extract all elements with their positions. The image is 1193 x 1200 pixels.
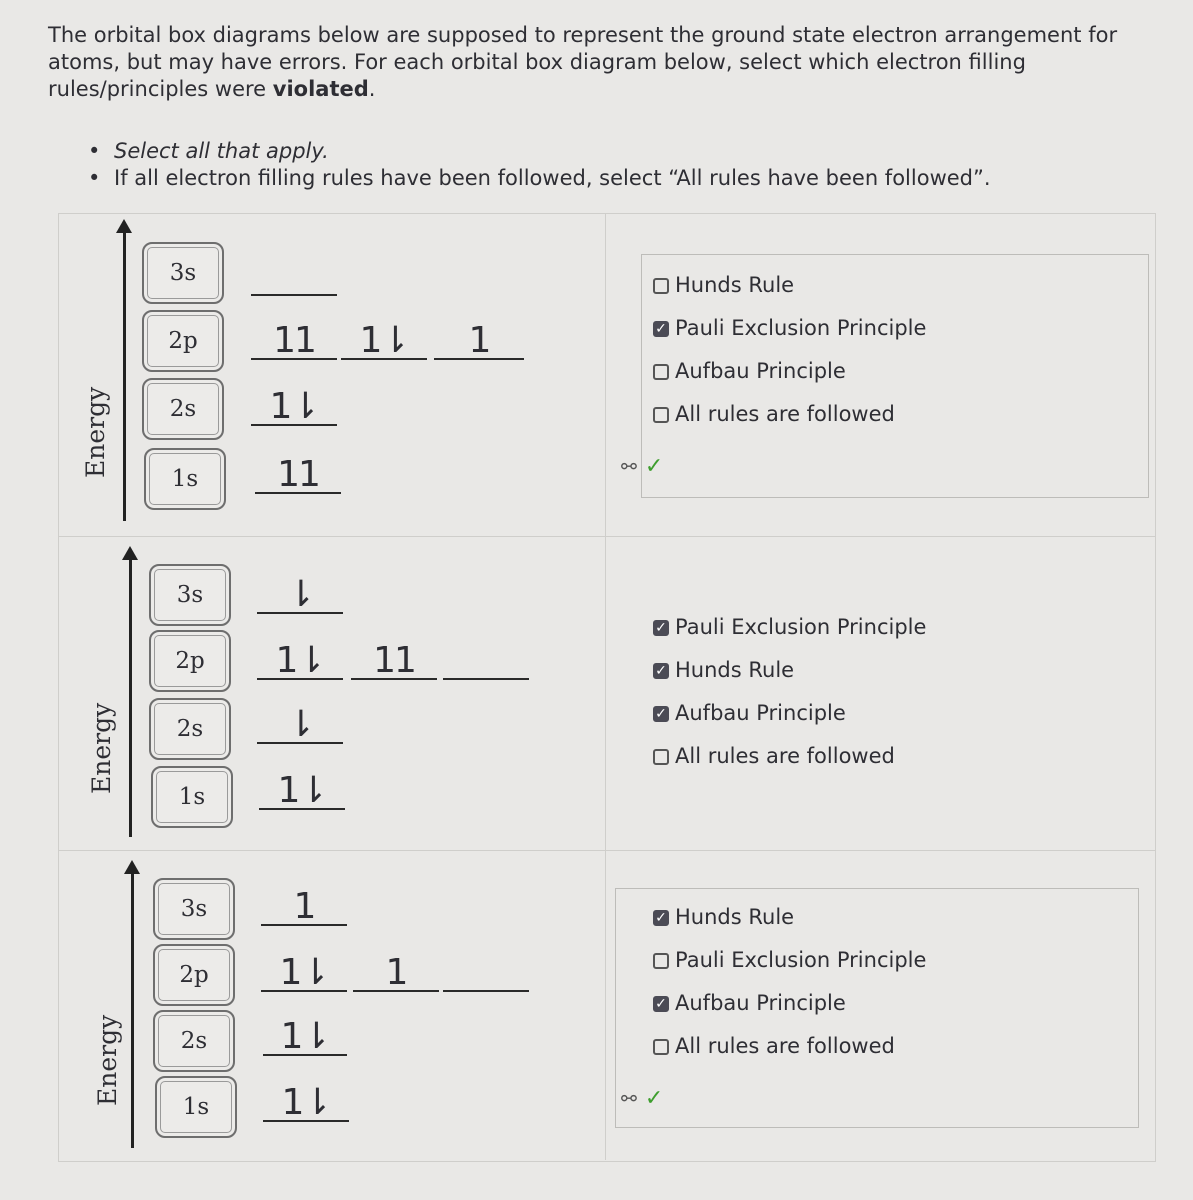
option-label: Pauli Exclusion Principle (675, 316, 927, 340)
energy-label: Energy (87, 702, 116, 794)
option-aufbau[interactable] (653, 692, 926, 735)
option-hunds-rule[interactable] (653, 264, 926, 307)
bullet-select-all: • Select all that apply. (88, 138, 991, 165)
option-label: Hunds Rule (675, 273, 795, 297)
rule-options-2 (653, 606, 926, 778)
diagram-row-1 (59, 214, 1155, 537)
subshell-2s: 2s (153, 1010, 235, 1072)
orbital-2p-3: 1 (434, 324, 524, 360)
subshell-2p: 2p (142, 310, 224, 372)
option-label: All rules are followed (675, 1034, 895, 1058)
checkbox-checked[interactable]: ✓ (653, 706, 669, 722)
link-icon[interactable]: ⚯ (621, 1087, 637, 1110)
orbital-3s: ⇂ (257, 578, 343, 614)
orbital-3s (251, 260, 337, 296)
rule-options-1 (653, 264, 926, 436)
energy-axis-arrow (131, 870, 134, 1148)
orbital-1s: 1⇂ (263, 1086, 349, 1122)
rule-options-3 (653, 896, 926, 1068)
orbital-3s: 1 (261, 890, 347, 926)
orbital-2p-1: 1⇂ (261, 956, 347, 992)
subshell-2s: 2s (142, 378, 224, 440)
subshell-2p: 2p (153, 944, 235, 1006)
subshell-1s: 1s (151, 766, 233, 828)
option-label: Pauli Exclusion Principle (675, 948, 927, 972)
orbital-1s: 11 (255, 458, 341, 494)
option-label: Aufbau Principle (675, 701, 846, 725)
subshell-2p: 2p (149, 630, 231, 692)
checkbox-checked[interactable]: ✓ (653, 663, 669, 679)
orbital-diagram-1 (59, 214, 606, 536)
orbital-2p-1: 1⇂ (257, 644, 343, 680)
orbital-2p-2: 1⇂ (341, 324, 427, 360)
energy-label: Energy (81, 386, 110, 478)
orbital-2p-1: 11 (251, 324, 337, 360)
correct-check-icon: ✓ (644, 454, 664, 479)
orbital-2p-2: 1 (353, 956, 439, 992)
question-grid (58, 213, 1156, 1162)
option-label: All rules are followed (675, 402, 895, 426)
option-hunds-rule[interactable] (653, 896, 926, 939)
checkbox-checked[interactable]: ✓ (653, 321, 669, 337)
checkbox[interactable] (653, 407, 669, 423)
orbital-2p-3 (443, 644, 529, 680)
checkbox-checked[interactable]: ✓ (653, 910, 669, 926)
orbital-2p-3 (443, 956, 529, 992)
energy-label: Energy (93, 1014, 122, 1106)
orbital-diagram-3 (59, 850, 606, 1160)
orbital-2s: 1⇂ (251, 390, 337, 426)
energy-axis-arrow (123, 229, 126, 521)
diagram-row-3 (59, 850, 1155, 1160)
orbital-2s: ⇂ (257, 708, 343, 744)
checkbox[interactable] (653, 749, 669, 765)
instructions-period: . (368, 77, 376, 101)
option-hunds-rule[interactable] (653, 649, 926, 692)
feedback-3 (621, 1086, 663, 1111)
orbital-2s: 1⇂ (263, 1020, 347, 1056)
subshell-3s: 3s (153, 878, 235, 940)
option-label: Pauli Exclusion Principle (675, 615, 927, 639)
option-aufbau[interactable] (653, 350, 926, 393)
instructions-emphasis: violated (272, 77, 369, 101)
option-label: Hunds Rule (675, 905, 795, 929)
subshell-3s: 3s (142, 242, 224, 304)
option-label: All rules are followed (675, 744, 895, 768)
energy-axis-arrow (129, 556, 132, 837)
correct-check-icon: ✓ (644, 1086, 664, 1111)
diagram-row-2 (59, 536, 1155, 851)
checkbox[interactable] (653, 1039, 669, 1055)
checkbox[interactable] (653, 953, 669, 969)
bullet-all-rules: • If all electron filling rules have been followed, select “All rules have been followed”. (88, 165, 991, 192)
option-all-rules-followed[interactable] (653, 393, 926, 436)
option-label: Aufbau Principle (675, 991, 846, 1015)
checkbox-checked[interactable]: ✓ (653, 996, 669, 1012)
option-pauli-exclusion[interactable] (653, 606, 926, 649)
question-instructions (48, 22, 1128, 103)
instruction-bullets (88, 138, 991, 192)
option-pauli-exclusion[interactable] (653, 307, 926, 350)
orbital-1s: 1⇂ (259, 774, 345, 810)
subshell-1s: 1s (155, 1076, 237, 1138)
orbital-diagram-2 (59, 536, 606, 850)
option-label: Hunds Rule (675, 658, 795, 682)
checkbox[interactable] (653, 278, 669, 294)
instructions-text: The orbital box diagrams below are supposed to represent the ground state electron arrangement for atoms, but may have errors. For each orbital box diagram below, select which electron filling rules/principles were (48, 23, 1118, 101)
option-all-rules-followed[interactable] (653, 735, 926, 778)
orbital-2p-2: 11 (351, 644, 437, 680)
subshell-3s: 3s (149, 564, 231, 626)
subshell-2s: 2s (149, 698, 231, 760)
option-pauli-exclusion[interactable] (653, 939, 926, 982)
feedback-1 (621, 454, 663, 479)
checkbox[interactable] (653, 364, 669, 380)
option-all-rules-followed[interactable] (653, 1025, 926, 1068)
option-aufbau[interactable] (653, 982, 926, 1025)
subshell-1s: 1s (144, 448, 226, 510)
checkbox-checked[interactable]: ✓ (653, 620, 669, 636)
option-label: Aufbau Principle (675, 359, 846, 383)
link-icon[interactable]: ⚯ (621, 455, 637, 478)
